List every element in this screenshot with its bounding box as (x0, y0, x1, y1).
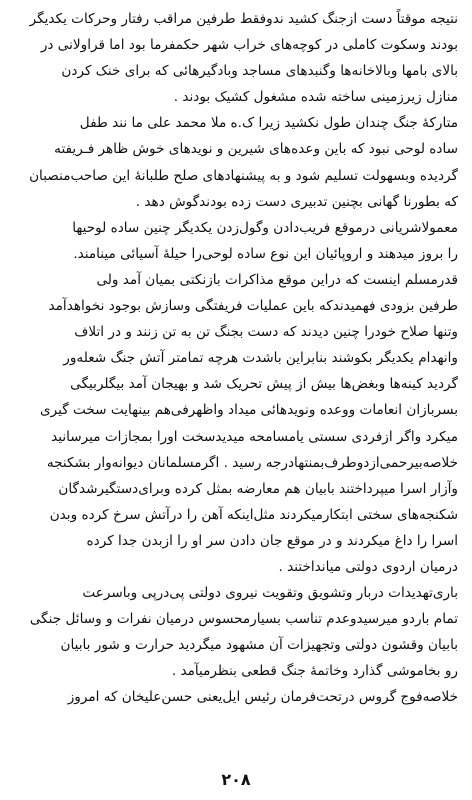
page-number: ۲۰۸ (221, 770, 251, 789)
text-line: منازل زیرزمینی ساخته شده مشغول کشیک بودند . (173, 89, 458, 106)
text-line: را بروز میدهند و اروپائیان این نوع ساده لوحی‌را حیلهٔ آسیائی مینامند. (73, 245, 458, 262)
text-line: متارکهٔ جنگ چندان طول نکشید زیرا ک.ه ملا محمد علی ما نند طفل (79, 115, 458, 132)
text-line: وتنها صلاح خودرا چنین دیدند که دست بجنگ تن به تن زنند و در اتلاف (74, 324, 458, 341)
text-line: بابیان وقشون دولتی وتجهیزات آن مشهود میگردید حرارت و شور بابیان (60, 637, 458, 654)
text-line: رو بخاموشی گذارد وخاتمهٔ جنگ قطعی بنظرمیآمد . (171, 663, 458, 680)
text-line: باری‌تهدیدات دربار وتشویق وتقویت نیروی دولتی پی‌درپی وباسرعت (82, 585, 458, 602)
paragraph-3 (14, 215, 458, 267)
text-line: بسربازان انعامات ووعده ونویدهائی میداد واظهرفی‌هم بینهایت سخت گیری (40, 402, 458, 419)
text-line: شکنجه‌های سختی ابتکارمیکردند مثل‌اینکه آهن را درآتش سرخ کرده وبدن (49, 506, 458, 523)
text-line: معمولاشریانی درموقع فریب‌دادن وگول‌زدن یکدیگر چنین ساده لوحیها (72, 219, 458, 236)
text-line: ساده لوحی نبود که باین وعده‌های شیرین و نویدهای خوش ظاهر فـریفته (54, 141, 458, 158)
text-line: میکرد واگر ازفردی سستی یامسامحه میدیدسخت اورا بمجازات میرسانید (51, 428, 458, 445)
paragraph-2 (14, 110, 458, 214)
text-line: بالای بامها وبالاخانه‌ها وگنبدهای مساجد وبادگیرهائی که برای خنک کردن (61, 63, 458, 80)
text-line: خلاصه‌فوج گروس درتحت‌فرمان رئیس ایل‌یعنی حسن‌علیخان که امروز (67, 689, 458, 706)
text-line: که بطورنا گهانی بچنین تدبیری دست زده بودندگوش دهد . (135, 193, 458, 210)
text-line: قدرمسلم اینست که دراین موقع مذاکرات بازنکتی بمیان آمد ولی (96, 271, 458, 288)
text-line: بودند وسکوت کاملی در کوچه‌های خراب شهر حکمفرما بود اما قراولانی در (40, 37, 458, 54)
text-line: اسرا را داغ میکردند و در موقع جان دادن سر او را ازبدن جدا کرده (86, 532, 458, 549)
paragraph-1 (14, 6, 458, 110)
text-line: طرفین بزودی فهمیدندکه باین عملیات فریفتگی وسازش بوجود نخواهدآمد (48, 298, 458, 315)
paragraph-6 (14, 684, 458, 710)
paragraph-4 (14, 267, 458, 580)
text-line: وآزار اسرا میپرداختند بابیان هم معارضه بمثل کرده وبرای‌دستگیرشدگان (58, 480, 458, 497)
text-line: نتیجه موقتاً دست ازجنگ کشید ندوفقط طرفین مراقب رفتار وحرکات یکدیگر (29, 11, 458, 27)
paragraph-5 (14, 580, 458, 684)
text-line: تمام باردو میرسیدوعدم تناسب بسیارمحسوس درمیان نفرات و وسائل جنگی (29, 611, 458, 628)
text-line: درمیان اردوی دولتی میانداختند . (278, 558, 458, 575)
text-line: خلاصه‌بیرحمی‌ازدوطرف‌بمنتهادرجه رسید . اگرمسلمانان دیوانه‌وار بشکنجه (46, 454, 458, 471)
text-line: گردید کینه‌ها وبغض‌ها بیش از پیش تحریک شد و بهیجان آمد بیگلربیگی (70, 376, 458, 393)
text-body (14, 6, 458, 711)
text-line: گردیده وبسهولت تسلیم شود و به پیشنهادهای صلح طلبانهٔ این صاحب‌منصبان (29, 167, 458, 184)
text-line: وانهدام یکدیگر بکوشند بنابراین باشدت هرچه تمامتر آتش جنگ شعله‌ور (63, 350, 458, 367)
